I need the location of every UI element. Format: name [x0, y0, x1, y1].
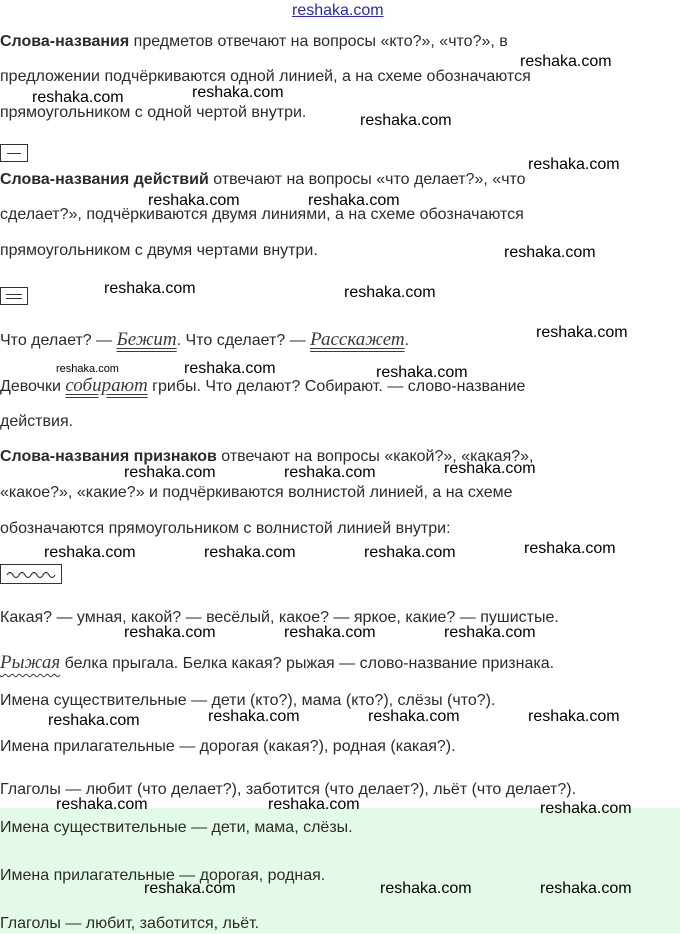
watermark: reshaka.com — [124, 464, 216, 481]
watermark: reshaka.com — [368, 708, 460, 725]
answer-verbs: Глаголы — любит, заботится, льёт. — [0, 915, 260, 932]
watermark: reshaka.com — [364, 544, 456, 561]
watermark: reshaka.com — [284, 624, 376, 641]
watermark: reshaka.com — [540, 880, 632, 897]
sentence-text: грибы. Что делают? Собирают. — слово-название — [147, 378, 526, 395]
verbs-rule-line1 — [0, 170, 526, 190]
answer-nouns: Имена существительные — дети, мама, слёзы. — [0, 819, 353, 836]
task-nouns: Имена существительные — дети (кто?), мама (кто?), слёзы (что?). — [0, 692, 496, 709]
watermark: reshaka.com — [528, 156, 620, 173]
two-line-scheme-icon — [0, 287, 28, 305]
question-text: Что делает? — — [0, 332, 117, 349]
verbs-rule-line3: прямоугольником с двумя чертами внутри. — [0, 242, 318, 259]
verbs-term: Слова-названия действий — [0, 171, 209, 188]
watermark: reshaka.com — [208, 708, 300, 725]
question-text: . Что сделает? — — [176, 332, 311, 349]
watermark: reshaka.com — [444, 624, 536, 641]
answer-adjectives: Имена прилагательные — дорогая, родная. — [0, 867, 326, 884]
verbs-rule-text: отвечают на вопросы «что делает?», «что — [208, 171, 526, 188]
verbs-rule-line2: сделает?», подчёркиваются двумя линиями, а на схеме обозначаются — [0, 206, 524, 223]
handwritten-verb: собирают — [65, 375, 148, 396]
watermark: reshaka.com — [536, 324, 628, 341]
nouns-rule-line1 — [0, 32, 508, 52]
watermark: reshaka.com — [308, 192, 400, 209]
watermark: reshaka.com — [192, 84, 284, 101]
watermark: reshaka.com — [504, 244, 596, 261]
verb-example-1 — [0, 330, 409, 351]
nouns-rule-text: предметов отвечают на вопросы «кто?», «что?», в — [129, 33, 508, 50]
watermark: reshaka.com — [524, 540, 616, 557]
task-adjectives: Имена прилагательные — дорогая (какая?), родная (какая?). — [0, 738, 456, 755]
wavy-line-scheme-icon — [0, 564, 62, 584]
handwritten-adjective: Рыжая — [0, 652, 61, 673]
site-link[interactable]: reshaka.com — [292, 2, 384, 19]
adj-questions: Какая? — умная, какой? — весёлый, какое? — яркое, какие? — пушистые. — [0, 609, 559, 626]
watermark: reshaka.com — [204, 544, 296, 561]
watermark: reshaka.com — [56, 363, 119, 375]
watermark: reshaka.com — [376, 364, 468, 381]
adj-example — [0, 653, 554, 674]
watermark: reshaka.com — [268, 796, 360, 813]
sentence-text: белка прыгала. Белка какая? рыжая — слово-название признака. — [60, 655, 555, 672]
nouns-rule-line2: предложении подчёркиваются одной линией, а на схеме обозначаются — [0, 68, 531, 85]
task-verbs: Глаголы — любит (что делает?), заботится (что делает?), льёт (что делает?). — [0, 781, 577, 798]
watermark: reshaka.com — [148, 192, 240, 209]
watermark: reshaka.com — [520, 53, 612, 70]
watermark: reshaka.com — [124, 624, 216, 641]
verb-example-2-line2: действия. — [0, 413, 74, 430]
nouns-term: Слова-названия — [0, 33, 130, 50]
handwritten-verb: Бежит — [116, 329, 177, 350]
watermark: reshaka.com — [284, 464, 376, 481]
watermark: reshaka.com — [540, 800, 632, 817]
watermark: reshaka.com — [44, 544, 136, 561]
adj-rule-text: отвечают на вопросы «какой?», «какая?», — [216, 448, 534, 465]
watermark: reshaka.com — [48, 712, 140, 729]
adj-term: Слова-названия признаков — [0, 448, 217, 465]
watermark: reshaka.com — [344, 284, 436, 301]
watermark: reshaka.com — [380, 880, 472, 897]
watermark: reshaka.com — [444, 460, 536, 477]
adj-rule-line3: обозначаются прямоугольником с волнистой линией внутри: — [0, 520, 451, 537]
punctuation: . — [404, 332, 410, 349]
watermark: reshaka.com — [184, 360, 276, 377]
adj-rule-line2: «какое?», «какие?» и подчёркиваются волнистой линией, а на схеме — [0, 484, 513, 501]
watermark: reshaka.com — [56, 796, 148, 813]
watermark: reshaka.com — [360, 112, 452, 129]
watermark: reshaka.com — [32, 89, 124, 106]
watermark: reshaka.com — [528, 708, 620, 725]
handwritten-verb: Расскажет — [310, 329, 405, 350]
one-line-scheme-icon — [0, 144, 28, 162]
watermark: reshaka.com — [104, 280, 196, 297]
sentence-text: Девочки — [0, 378, 66, 395]
nouns-rule-line3: прямоугольником с одной чертой внутри. — [0, 104, 307, 121]
watermark: reshaka.com — [144, 880, 236, 897]
